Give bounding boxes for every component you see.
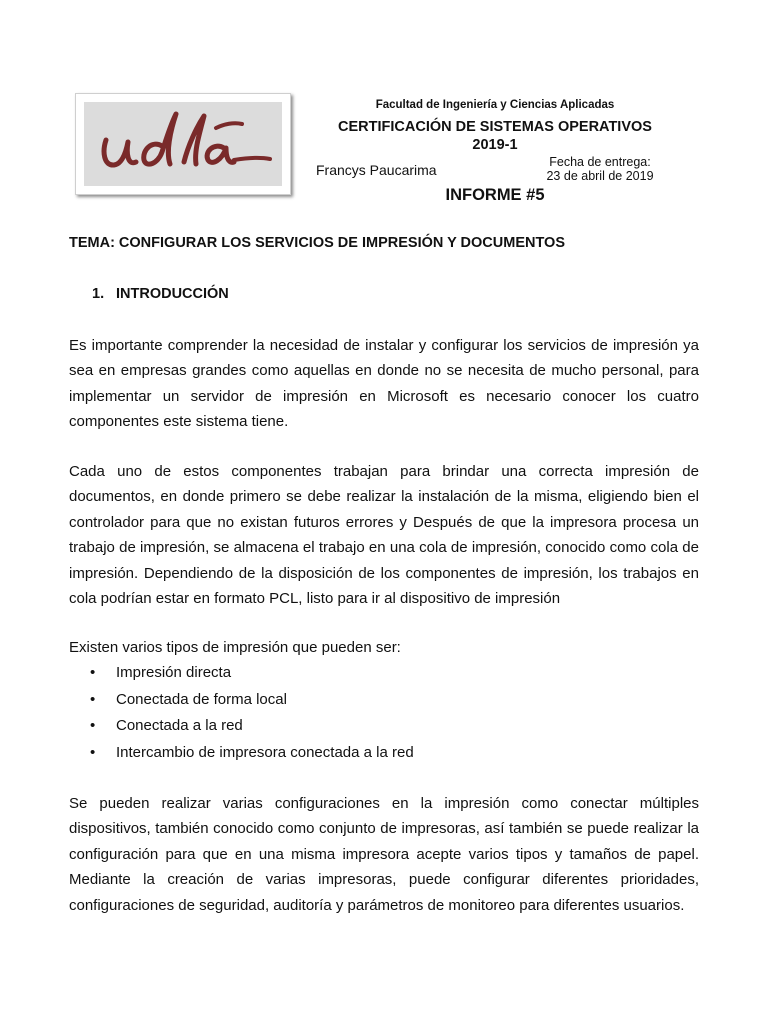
- university-logo: [75, 93, 291, 195]
- paragraph-2: Cada uno de estos componentes trabajan para brindar una correcta impresión de documentos, en donde primero se debe realizar la instalación de la misma, eligiendo bien el controlador para que no existan futuros errores y Después de que la impresora procesa un trabajo de impresión, se almacena el trabajo en una cola de impresión, conocido como cola de impresión. Dependiendo de la disposición de los componentes de impresión, los trabajos en cola podrían estar en formato PCL, listo para ir al dispositivo de impresión: [69, 463, 699, 608]
- course-title-line1: CERTIFICACIÓN DE SISTEMAS OPERATIVOS: [338, 119, 652, 135]
- topic-heading: TEMA: CONFIGURAR LOS SERVICIOS DE IMPRESIÓN Y DOCUMENTOS: [69, 235, 566, 251]
- author-name: Francys Paucarima: [316, 162, 437, 178]
- course-title: [310, 118, 680, 154]
- paragraph-4: Se pueden realizar varias configuraciones en la impresión como conectar múltiples dispositivos, también conocido como conjunto de impresoras, así también se puede realizar la configuración para que en una misma impresora acepte varios tipos y tamaños de papel. Mediante la creación de varias impresoras, puede configurar diferentes prioridades, configuraciones de seguridad, auditoría y parámetros de monitoreo para diferentes usuarios.: [69, 795, 699, 914]
- bullet-icon: •: [90, 690, 96, 708]
- list-item-text: Conectada de forma local: [116, 690, 287, 708]
- list-item: [90, 687, 414, 714]
- due-date-value: 23 de abril de 2019: [546, 169, 654, 183]
- udla-logo-icon: [84, 102, 282, 186]
- list-item: [90, 740, 414, 767]
- due-date-label: Fecha de entrega:: [549, 155, 651, 169]
- section-number: 1.: [92, 286, 105, 302]
- section-title: INTRODUCCIÓN: [116, 286, 229, 302]
- list-item-text: Intercambio de impresora conectada a la red: [116, 743, 414, 761]
- list-item-text: Impresión directa: [116, 664, 232, 681]
- faculty-name: Facultad de Ingeniería y Ciencias Aplicadas: [375, 99, 615, 111]
- list-item: [90, 713, 414, 740]
- list-item: [90, 660, 414, 687]
- bullet-icon: •: [90, 664, 96, 681]
- report-title: INFORME #5: [445, 186, 545, 204]
- print-types-list: [90, 660, 414, 766]
- section-heading: [92, 286, 229, 302]
- paragraph-1: Es importante comprender la necesidad de instalar y configurar los servicios de impresión ya sea en empresas grandes como aquellas en donde no se necesita de mucho personal, para implementar un servidor de impresión en Microsoft es necesario conocer los cuatro componentes este sistema tiene.: [69, 337, 699, 431]
- bullet-icon: •: [90, 743, 96, 761]
- bullet-icon: •: [90, 717, 96, 734]
- paragraph-3: Existen varios tipos de impresión que pueden ser:: [69, 639, 401, 656]
- course-title-line2: 2019-1: [472, 137, 518, 153]
- list-item-text: Conectada a la red: [116, 717, 243, 734]
- logo-background: [84, 102, 282, 186]
